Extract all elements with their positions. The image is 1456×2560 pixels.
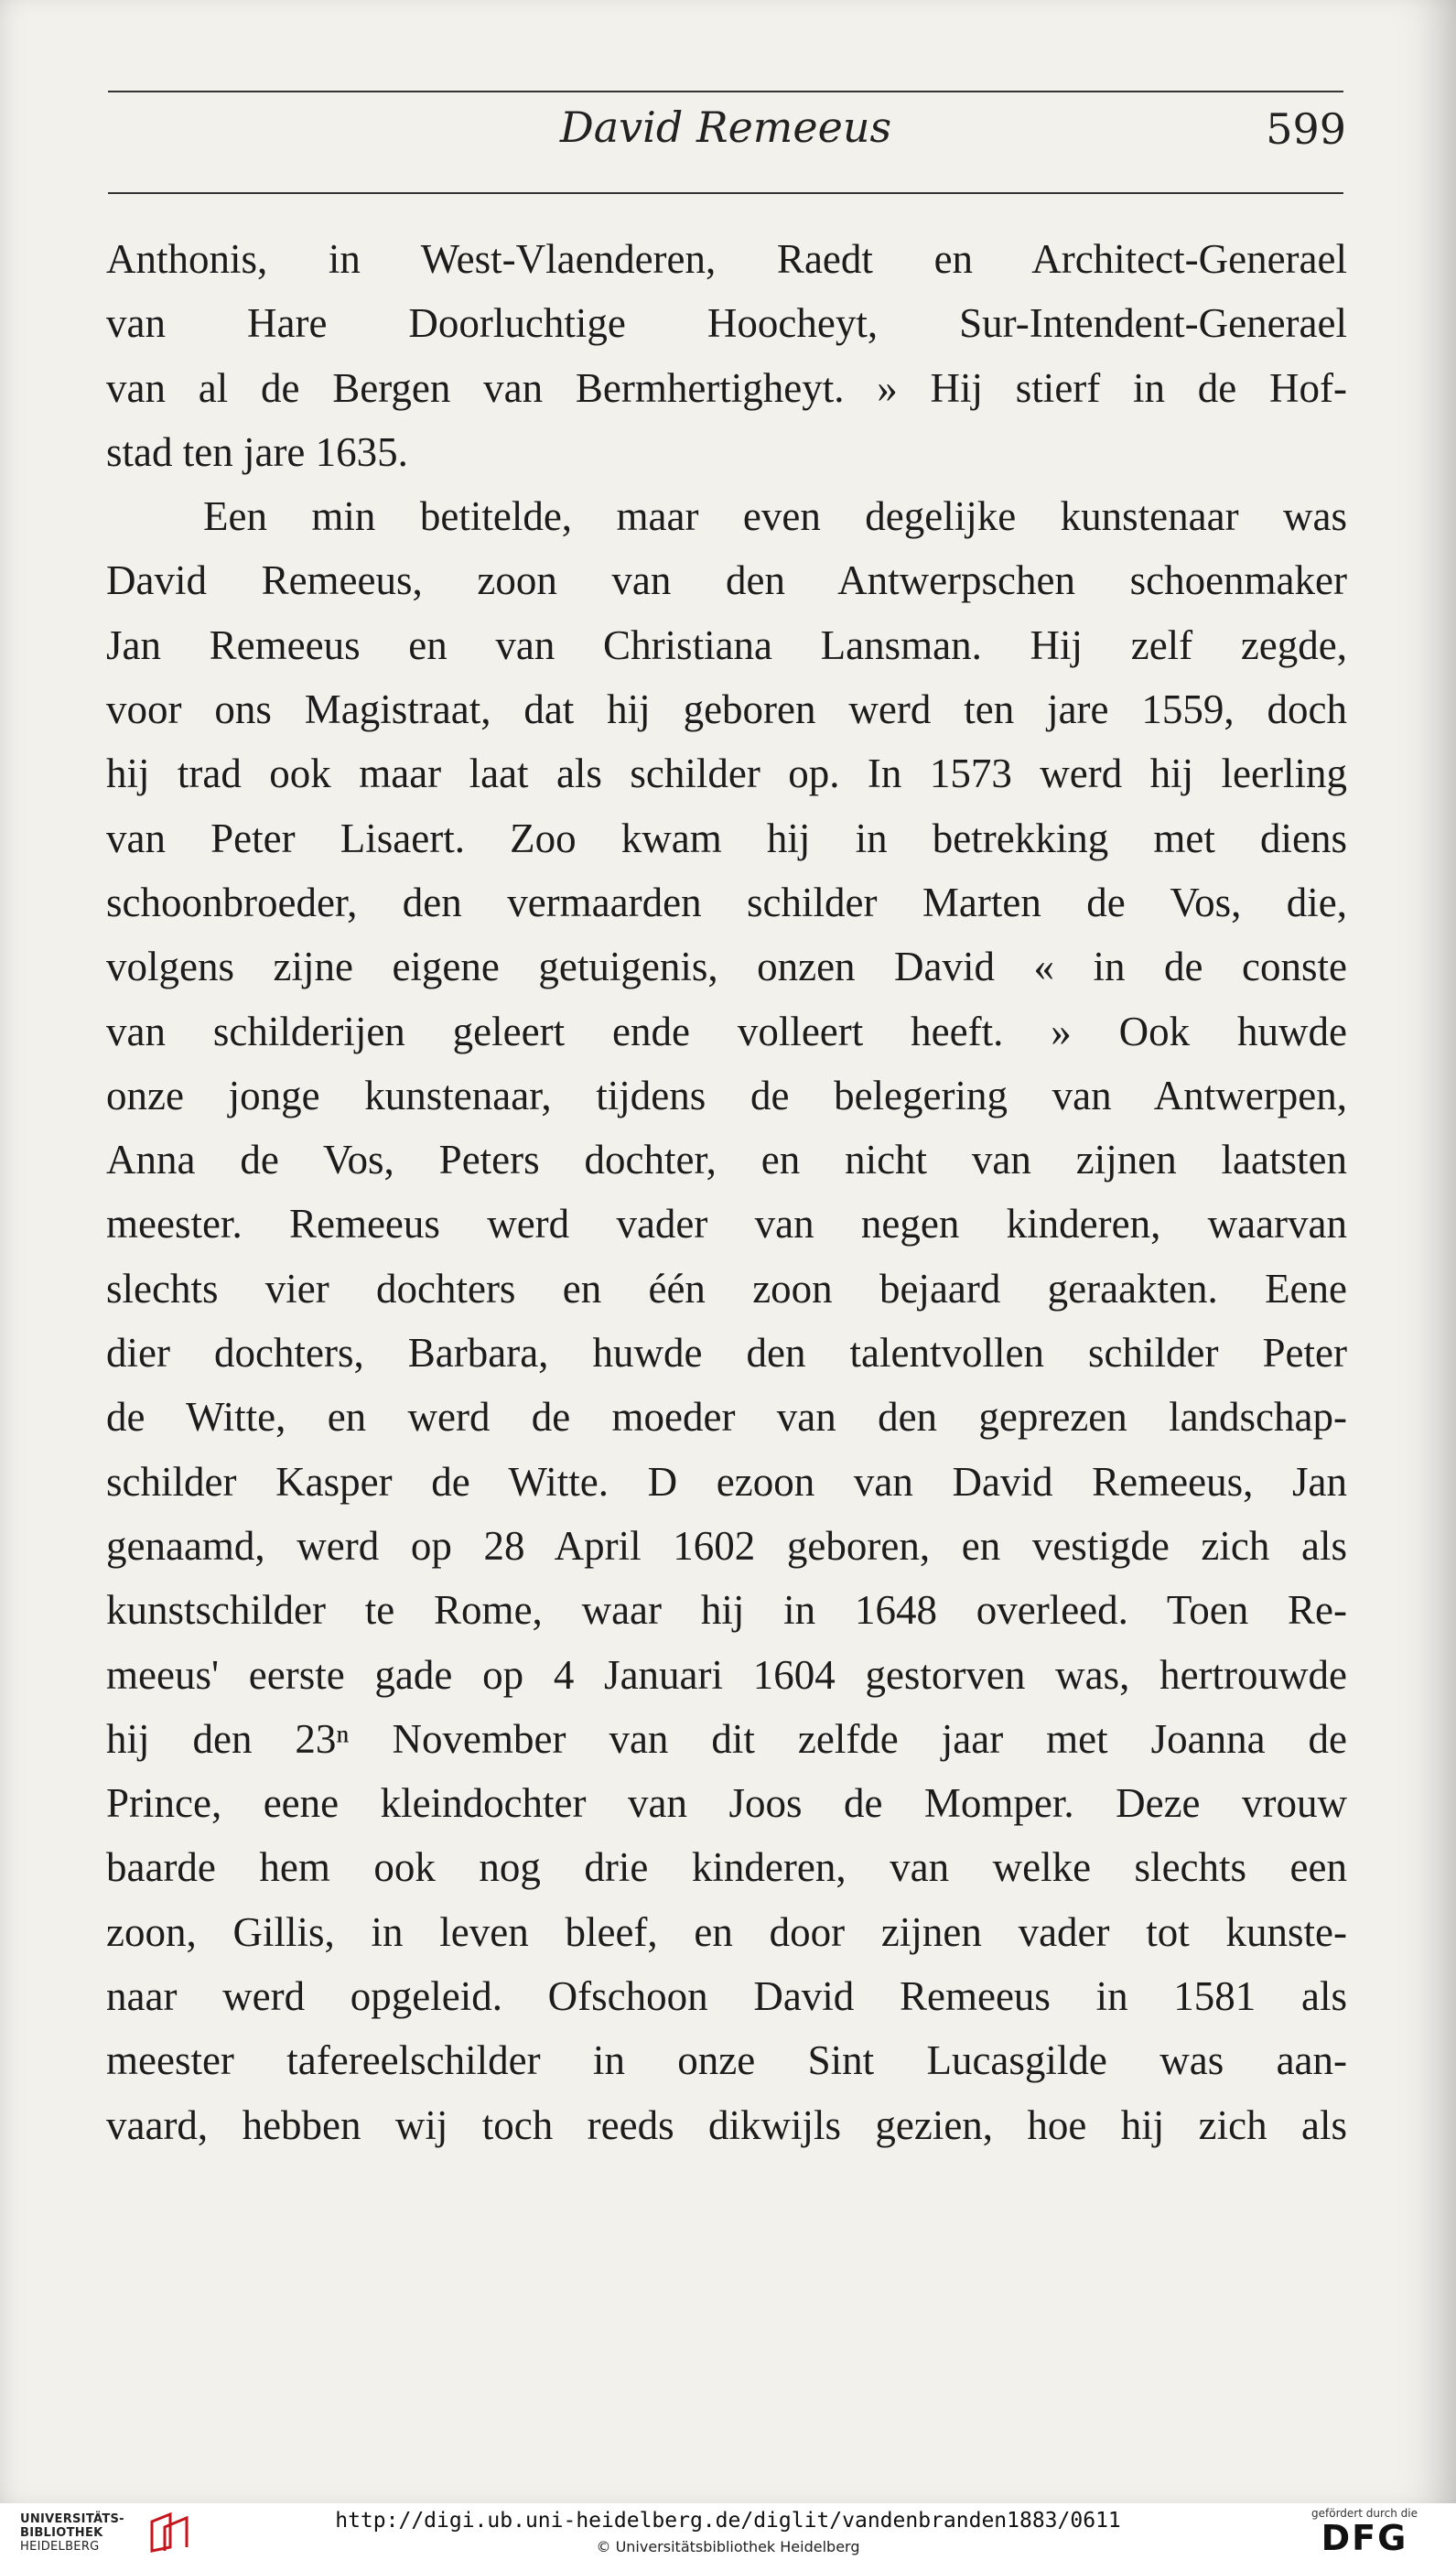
- footer-bar: [0, 2503, 1456, 2560]
- text-line: van schilderijen geleert ende volleert heeft. » Ook huwde: [106, 1008, 1347, 1054]
- text-line: schoonbroeder, den vermaarden schilder Marten de Vos, die,: [106, 879, 1347, 925]
- text-line: meester. Remeeus werd vader van negen kinderen, waarvan: [106, 1201, 1347, 1248]
- source-url-link[interactable]: http://digi.ub.uni-heidelberg.de/diglit/vandenbranden1883/0611: [335, 2509, 1121, 2533]
- library-name-line3: HEIDELBERG: [20, 2540, 100, 2554]
- text-line: meester tafereelschilder in onze Sint Lucasgilde was aan-: [106, 2037, 1347, 2084]
- text-line: kunstschilder te Rome, waar hij in 1648 overleed. Toen Re-: [106, 1587, 1347, 1634]
- text-line: voor ons Magistraat, dat hij geboren werd ten jare 1559, doch: [106, 686, 1347, 733]
- text-line: dier dochters, Barbara, huwde den talentvollen schilder Peter: [106, 1330, 1347, 1377]
- dfg-logo: DFG: [1321, 2518, 1408, 2558]
- copyright-text: © Universitätsbibliothek Heidelberg: [596, 2538, 860, 2555]
- text-line: slechts vier dochters en één zoon bejaard geraakten. Eene: [106, 1265, 1347, 1312]
- text-line: naar werd opgeleid. Ofschoon David Remeeus in 1581 als: [106, 1973, 1347, 2020]
- header-rule-bottom: [108, 192, 1343, 194]
- text-line: genaamd, werd op 28 April 1602 geboren, en vestigde zich als: [106, 1522, 1347, 1569]
- text-line: Anna de Vos, Peters dochter, en nicht van zijnen laatsten: [106, 1137, 1347, 1183]
- text-line: de Witte, en werd de moeder van den geprezen landschap-: [106, 1394, 1347, 1441]
- text-line: vaard, hebben wij toch reeds dikwijls gezien, hoe hij zich als: [106, 2101, 1347, 2148]
- text-line: van Peter Lisaert. Zoo kwam hij in betrekking met diens: [106, 815, 1347, 861]
- page-number: 599: [1266, 104, 1346, 154]
- text-line: volgens zijne eigene getuigenis, onzen David « in de conste: [106, 944, 1347, 990]
- text-line: Jan Remeeus en van Christiana Lansman. Hij zelf zegde,: [106, 621, 1347, 668]
- running-title: David Remeeus: [559, 103, 892, 152]
- library-name-line1: UNIVERSITÄTS-: [20, 2512, 124, 2526]
- funder-caption: gefördert durch die: [1311, 2507, 1418, 2520]
- text-line: van al de Bergen van Bermhertigheyt. » Hij stierf in de Hof-: [106, 364, 1347, 411]
- text-line: meeus' eerste gade op 4 Januari 1604 gestorven was, hertrouwde: [106, 1651, 1347, 1698]
- text-line: stad ten jare 1635.: [106, 428, 408, 475]
- text-line: hij trad ook maar laat als schilder op. In 1573 werd hij leerling: [106, 751, 1347, 797]
- text-line: Een min betitelde, maar even degelijke kunstenaar was: [203, 493, 1347, 540]
- text-line: Anthonis, in West-Vlaenderen, Raedt en Architect-Generael: [106, 236, 1347, 282]
- text-line: zoon, Gillis, in leven bleef, en door zijnen vader tot kunste-: [106, 1908, 1347, 1955]
- text-line: David Remeeus, zoon van den Antwerpschen schoenmaker: [106, 557, 1347, 604]
- library-name-line2: BIBLIOTHEK: [20, 2526, 103, 2540]
- header-rule-top: [108, 91, 1343, 92]
- text-line: van Hare Doorluchtige Hoocheyt, Sur-Intendent-Generael: [106, 300, 1347, 347]
- text-line: hij den 23ⁿ November van dit zelfde jaar met Joanna de: [106, 1715, 1347, 1762]
- text-line: baarde hem ook nog drie kinderen, van welke slechts een: [106, 1844, 1347, 1891]
- text-line: schilder Kasper de Witte. D ezoon van David Remeeus, Jan: [106, 1458, 1347, 1505]
- text-line: Prince, eene kleindochter van Joos de Momper. Deze vrouw: [106, 1780, 1347, 1827]
- body-text: [106, 227, 1347, 2157]
- funder-block: [1300, 2507, 1429, 2556]
- text-line: onze jonge kunstenaar, tijdens de belegering van Antwerpen,: [106, 1072, 1347, 1118]
